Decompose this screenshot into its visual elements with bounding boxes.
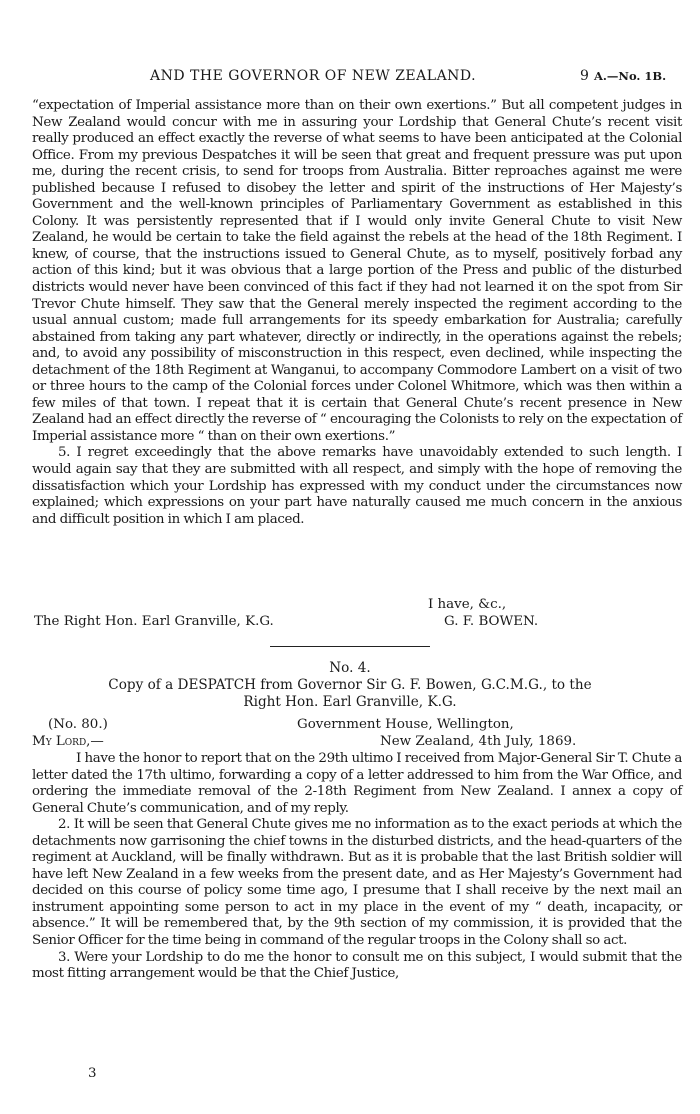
signature-mark: 3: [88, 1066, 97, 1081]
page-number: 9: [580, 68, 589, 84]
body-paragraph-5: 5. I regret exceedingly that the above remarks have unavoidably extended to such length. I would again say that they are submitted with all respect, and simply with the hope of removing the dissatisfaction which your Lordship has expressed with my conduct under the circumstances now explained; which expressions on your part have naturally caused me much concern in the anxious and difficult position in which I am placed.: [32, 445, 682, 527]
despatch-paragraph-3: 3. Were your Lordship to do me the honor to consult me on this subject, I would submit that the most fitting arrangement would be that the Chief Justice,: [32, 949, 682, 982]
despatch-number: No. 4.: [329, 660, 371, 676]
series-code: A.—No. 1B.: [594, 69, 667, 83]
despatch-body: [32, 751, 682, 983]
letter-continuation: [32, 98, 682, 528]
despatch-paragraph-2: 2. It will be seen that General Chute gives me no information as to the exact periods at which the detachments now garrisoning the chief towns in the disturbed districts, and the head-quarters of the regiment at Auckland, will be finally withdrawn. But as it is probable that the last British soldier will have left New Zealand in a few weeks from the present date, and as Her Majesty’s Government had decided on this course of policy some time ago, I presume that I shall receive by the next mail an instrument appointing some person to act in my place in the event of my “ death, incapacity, or absence.” It will be remembered that, by the 9th section of my commission, it is provided that the Senior Officer for the time being in command of the regular troops in the Colony shall so act.: [32, 817, 682, 949]
despatch-title-line1: Copy of a DESPATCH from Governor Sir G. F. Bowen, G.C.M.G., to the: [108, 677, 592, 693]
running-head: AND THE GOVERNOR OF NEW ZEALAND.: [150, 68, 477, 84]
addressee: The Right Hon. Earl Granville, K.G.: [34, 614, 274, 629]
salutation: My Lord,—: [32, 734, 104, 749]
valediction: I have, &c.,: [428, 597, 507, 612]
page-header: [0, 68, 700, 88]
signature: G. F. BOWEN.: [444, 614, 539, 629]
despatch-ref: (No. 80.): [48, 717, 108, 732]
section-divider: [270, 646, 430, 647]
despatch-place: Government House, Wellington,: [297, 717, 514, 732]
despatch-title-line2: Right Hon. Earl Granville, K.G.: [243, 694, 457, 710]
despatch-date: New Zealand, 4th July, 1869.: [380, 734, 577, 749]
body-paragraph: “expectation of Imperial assistance more than on their own exertions.” But all competent judges in New Zealand would concur with me in assuring your Lordship that General Chute’s recent visit really produced an effect exactly the reverse of what seems to have been anticipated at the Colonial Office. From my previous Despatches it will be seen that great and frequent pressure was put upon me, during the recent crisis, to send for troops from Australia. Bitter reproaches against me were published because I refused to disobey the letter and spirit of the instructions of Her Majesty’s Government and the well-known principles of Parliamentary Government as established in this Colony. It was persistently represented that if I would only invite General Chute to visit New Zealand, he would be certain to take the field against the rebels at the head of the 18th Regiment. I knew, of course, that the instructions issued to General Chute, as to myself, positively forbad any action of this kind; but it was obvious that a large portion of the Press and public of the disturbed districts would never have been convinced of this fact if they had not learned it on the spot from Sir Trevor Chute himself. They saw that the General merely inspected the regiment according to the usual annual custom; made full arrangements for its speedy embarkation for Australia; carefully abstained from taking any part whatever, directly or indirectly, in the operations against the rebels; and, to avoid any possibility of misconstruction in this respect, even declined, while inspecting the detachment of the 18th Regiment at Wanganui, to accompany Commodore Lambert on a visit of two or three hours to the camp of the Colonial forces under Colonel Whitmore, which was then within a few miles of that town. I repeat that it is certain that General Chute’s recent presence in New Zealand had an effect directly the reverse of “ encouraging the Colonists to rely on the expectation of Imperial assistance more “ than on their own exertions.”: [32, 98, 682, 444]
despatch-paragraph-1: I have the honor to report that on the 29th ultimo I received from Major-General Sir T. Chute a letter dated the 17th ultimo, forwarding a copy of a letter addressed to him from the War Office, and ordering the immediate removal of the 2-18th Regiment from New Zealand. I annex a copy of General Chute’s communication, and of my reply.: [32, 751, 682, 816]
